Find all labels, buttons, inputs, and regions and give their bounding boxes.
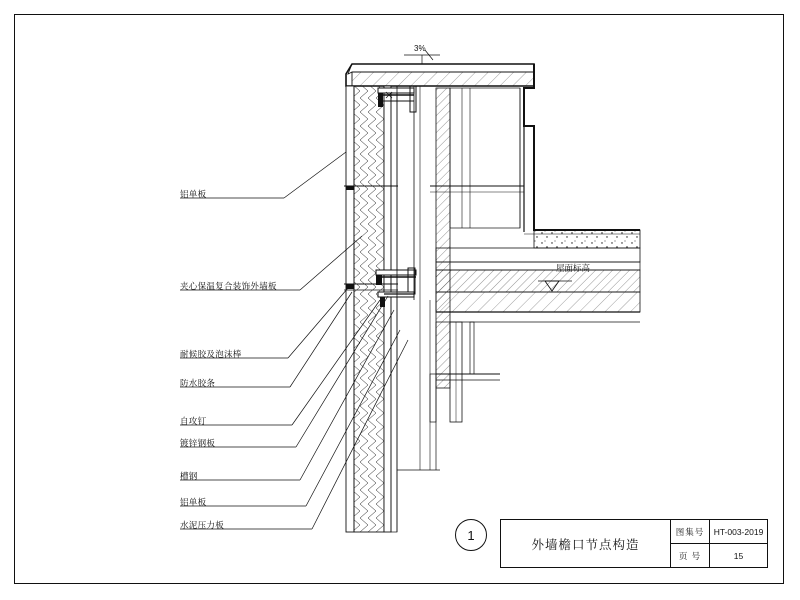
annotation-label-4: 自攻钉	[180, 416, 207, 426]
atlas-no-row	[671, 520, 767, 544]
annotation-label-5: 镀锌钢板	[180, 438, 216, 448]
page-no-value: 15	[733, 550, 744, 561]
annotation-label-7: 铝单板	[180, 497, 207, 507]
roof-elevation-label: 屋面标高	[556, 263, 591, 273]
title-block-right	[671, 520, 767, 567]
drawing-title: 外墙檐口节点构造	[531, 537, 640, 552]
atlas-no-value: HT-003-2019	[713, 526, 764, 537]
page-no-row	[671, 544, 767, 567]
annotation-label-3: 防水胶条	[180, 378, 216, 388]
detail-number-bubble: 1	[455, 519, 487, 551]
slope-dimension-label: 3%	[414, 44, 426, 53]
atlas-no-key: 图集号	[671, 520, 710, 543]
title-block	[500, 519, 768, 568]
annotation-label-1: 夹心保温复合装饰外墙板	[180, 281, 277, 291]
annotation-label-8: 水泥压力板	[180, 520, 225, 530]
annotation-label-0: 铝单板	[180, 189, 207, 199]
drawing-title-cell	[501, 520, 671, 567]
page-no-key: 页 号	[671, 544, 710, 567]
annotation-label-6: 槽钢	[180, 471, 198, 481]
annotation-label-2: 耐候胶及泡沫棒	[180, 349, 242, 359]
